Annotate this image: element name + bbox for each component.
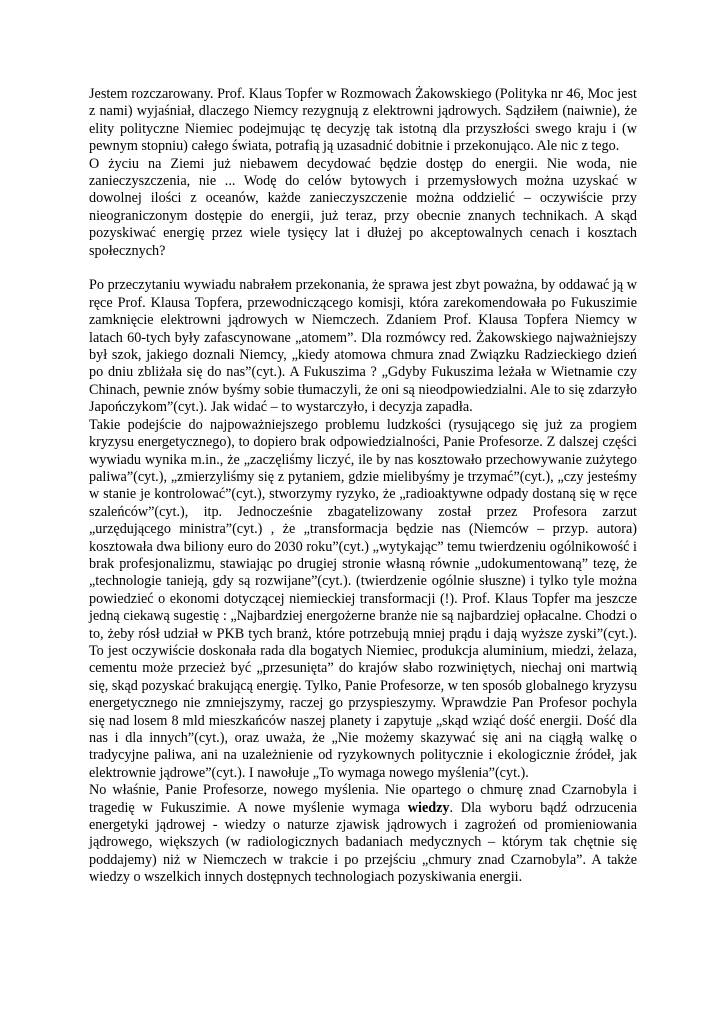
paragraph-responsibility: Takie podejście do najpoważniejszego problemu ludzkości (rysującego się już za progiem kryzysu energetycznego), to dopiero brak odpowiedzialności, Panie Profesorze. Z dalszej części wywiadu wynika m.in., że „zaczęliśmy liczyć, ile by nas kosztowało przechowywanie zużytego paliwa”(cyt.), „zmierzyliśmy się z pytaniem, gdzie mielibyśmy je trzymać”(cyt.), „czy jesteśmy w stanie je kontrolować”(cyt.), stworzymy ryzyko, że „radioaktywne odpady dostaną się w ręce szaleńców”(cyt.), itp. Jednocześnie zbagatelizowany został przez Profesora zarzut „urzędującego ministra”(cyt.) , że „transformacja będzie nas (Niemców – przyp. autora) kosztowała dwa biliony euro do 2030 roku”(cyt.) „wytykając” temu twierdzeniu ogólnikowość i brak profesjonalizmu, stawiając po drugiej stronie własną równie „udokumentowaną” tezę, że „technologie tanieją, gdy są rozwijane”(cyt.). (twierdzenie ogólnie słuszne) i tylko tyle można powiedzieć o ekonomi dotyczącej niemieckiej transformacji (!). Prof. Klaus Topfer ma jeszcze jedną ciekawą sugestię : „Najbardziej energożerne branże nie są najbardziej opłacalne. Chodzi o to, żeby rósł udział w PKB tych branż, które potrzebują mniej prądu i dają wyższe zyski”(cyt.). To jest oczywiście doskonała rada dla bogatych Niemiec, produkcja aluminium, miedzi, żelaza, cementu może przecież być „przesunięta” do krajów słabo rozwiniętych, niechaj oni martwią się, skąd pozyskać brakującą energię. Tylko, Panie Profesorze, w ten sposób globalnego kryzysu energetycznego nie zmniejszymy, raczej go przyspieszymy. Wprawdzie Pan Profesor pochyla się nad losem 8 mld mieszkańców naszej planety i zapytuje „skąd wziąć dość energii. Dość dla nas i dla innych”(cyt.), oraz uważa, że „Nie możemy skazywać się ani na ciągłą walkę o tradycyjne paliwa, ani na uzależnienie od ryzykownych politycznie i ekologicznie źródeł, jak elektrownie jądrowe”(cyt.). I nawołuje „To wymaga nowego myślenia”(cyt.). bbox=[89, 416, 637, 781]
paragraph-new-thinking-start: No właśnie, Panie Profesorze, nowego myślenia. Nie opartego o chmurę znad Czarnobyla i tragedię w Fukuszimie. A nowe myślenie wymaga bbox=[89, 782, 637, 816]
paragraph-new-thinking bbox=[89, 782, 637, 886]
paragraph-intro: Jestem rozczarowany. Prof. Klaus Topfer w Rozmowach Żakowskiego (Polityka nr 46, Moc jest z nami) wyjaśniał, dlaczego Niemcy rezygnują z elektrowni jądrowych. Sądziłem (naiwnie), że elity polityczne Niemiec podejmując tę decyzję tak istotną dla przyszłości swego kraju i (w pewnym stopniu) całego świata, potrafią ją uzasadnić dobitnie i przekonująco. Ale nic z tego. bbox=[89, 86, 637, 155]
paragraph-interview: Po przeczytaniu wywiadu nabrałem przekonania, że sprawa jest zbyt poważna, by oddawać ją w ręce Prof. Klausa Topfera, przewodniczącego komisji, która zarekomendowała po Fukuszimie zamknięcie elektrowni jądrowych w Niemczech. Zdaniem Prof. Klausa Topfera Niemcy w latach 60-tych były zafascynowane „atomem”. Dla rozmówcy red. Żakowskiego najważniejszy był szok, jakiego doznali Niemcy, „kiedy atomowa chmura znad Związku Radzieckiego dzień po dniu zbliżała się do nas”(cyt.). A Fukuszima ? „Gdyby Fukuszima leżała w Wietnamie czy Chinach, pewnie znów byśmy sobie tłumaczyli, że oni są nieodpowiedzialni. Ale to się zdarzyło Japończykom”(cyt.). Jak widać – to wystarczyło, i decyzja zapadła. bbox=[89, 277, 637, 416]
paragraph-new-thinking-end: . Dla wyboru bądź odrzucenia energetyki jądrowej - wiedzy o naturze zjawisk jądrowych i zagrożeń od promieniowania jądrowego, większych (w radiologicznych badaniach medycznych – którym tak chętnie się poddajemy) niż w Niemczech w trakcie i po przejściu „chmury znad Czarnobyla”. A także wiedzy o wszelkich innych dostępnych technologiach pozyskiwania energii. bbox=[89, 799, 637, 886]
paragraph-spacer bbox=[89, 260, 637, 277]
document-page bbox=[89, 86, 637, 887]
paragraph-energy-access: O życiu na Ziemi już niebawem decydować będzie dostęp do energii. Nie woda, nie zanieczyszczenia, nie ... Wodę do celów bytowych i przemysłowych można uzyskać w dowolnej ilości z oceanów, każde zanieczyszczenie można oddzielić – oczywiście przy nieograniczonym dostępie do energii, już teraz, przy obecnie znanych technikach. A skąd pozyskiwać energię przez wiele tysięcy lat i dłużej po akceptowalnych cenach i kosztach społecznych? bbox=[89, 155, 637, 259]
bold-word-knowledge: wiedzy bbox=[407, 799, 450, 816]
